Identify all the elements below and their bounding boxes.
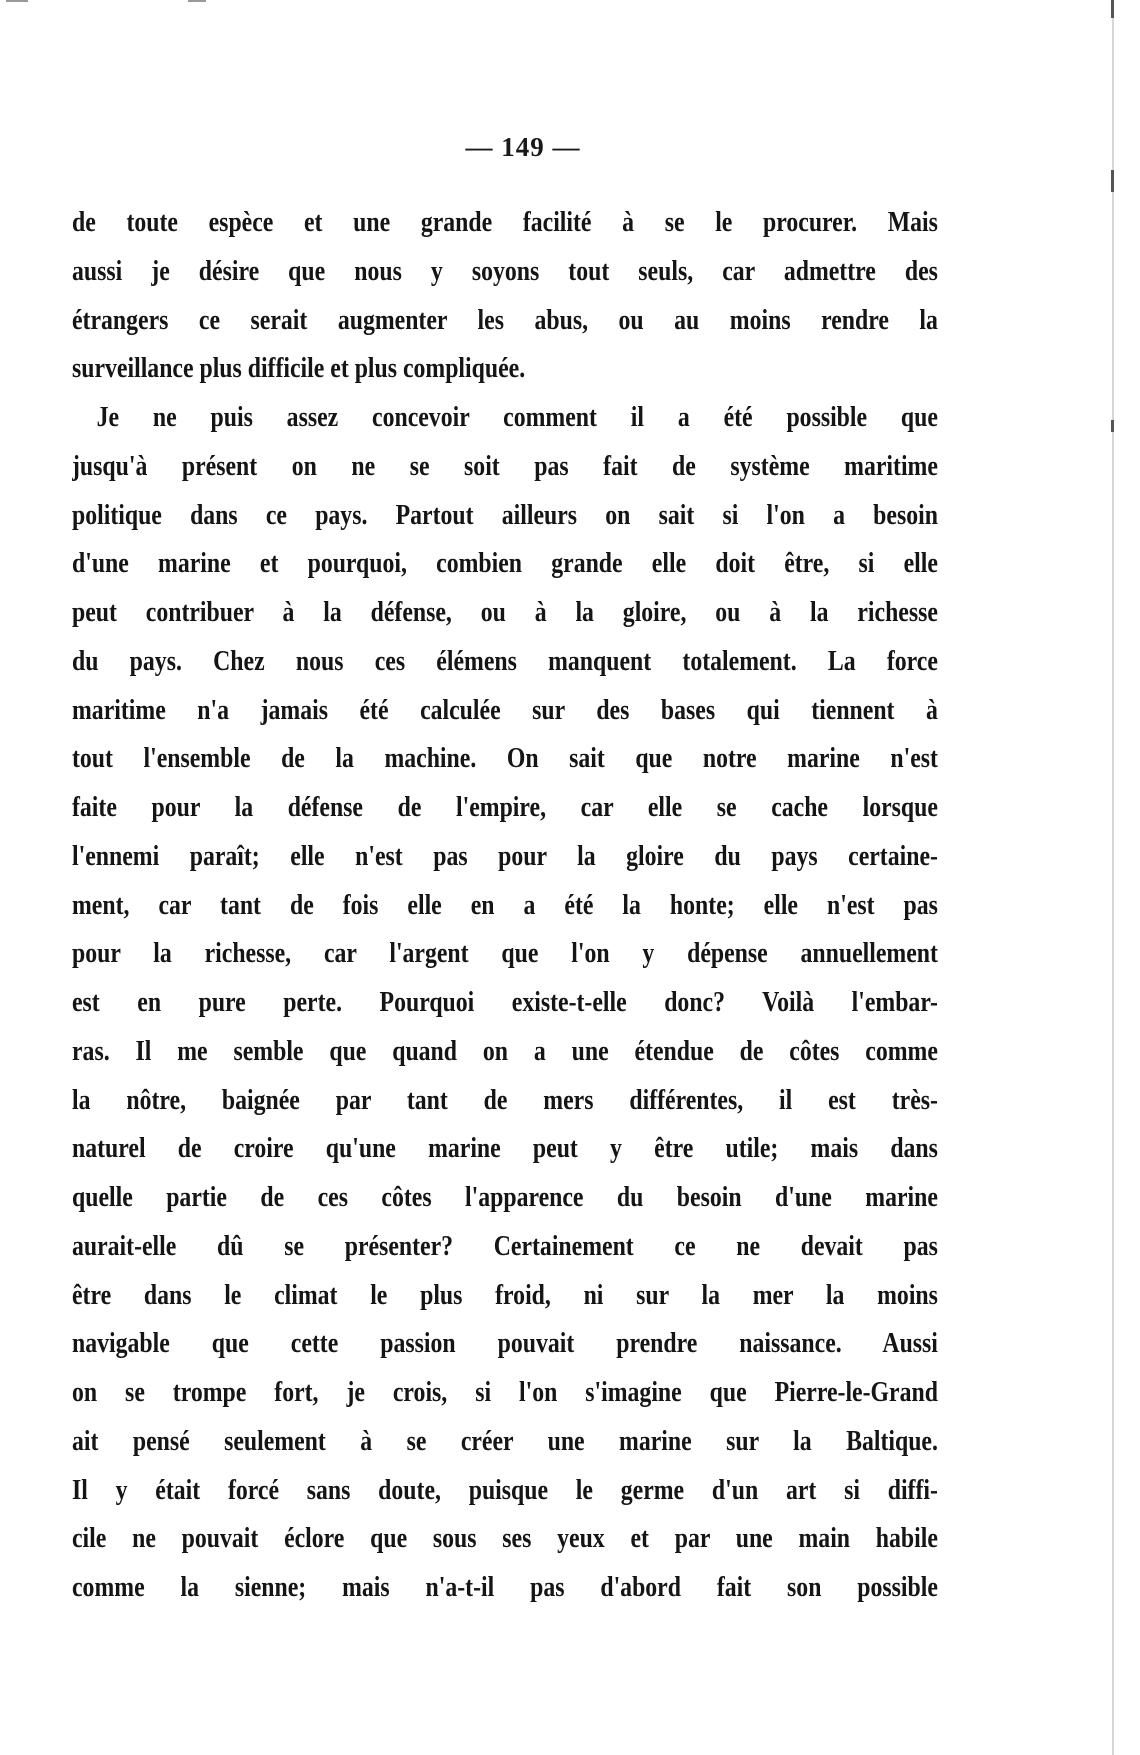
text-line: tout l'ensemble de la machine. On sait que notre marine n'est [72,742,938,775]
text-line: étrangers ce serait augmenter les abus, ou au moins rendre la [72,303,938,336]
text-line: la nôtre, baignée par tant de mers différentes, il est très- [72,1083,938,1116]
text-line: du pays. Chez nous ces élémens manquent totalement. La force [72,644,938,677]
text-line: ment, car tant de fois elle en a été la honte; elle n'est pas [72,888,938,921]
text-line: faite pour la défense de l'empire, car elle se cache lorsque [72,791,938,823]
scan-artifact-mark [6,0,28,2]
text-line: être dans le climat le plus froid, ni sur la mer la moins [72,1278,938,1311]
text-line: Il y était forcé sans doute, puisque le germe d'un art si diffi- [72,1473,938,1506]
text-line: ras. Il me semble que quand on a une étendue de côtes comme [72,1034,938,1067]
body-text [72,198,938,1612]
text-line: comme la sienne; mais n'a-t-il pas d'abord fait son possible [72,1571,938,1603]
page-edge-mark [1111,170,1114,192]
page-edge-line [1112,0,1114,1755]
text-line: aurait-elle dû se présenter? Certainement ce ne devait pas [72,1229,938,1262]
text-line: quelle partie de ces côtes l'apparence du besoin d'une marine [72,1181,938,1213]
text-line: jusqu'à présent on ne se soit pas fait de système maritime [72,449,938,482]
page-number: — 149 — [465,132,581,162]
page-edge-mark [1111,420,1114,432]
text-line: cile ne pouvait éclore que sous ses yeux et par une main habile [72,1522,938,1555]
scan-artifact-mark [188,0,206,2]
text-line: est en pure perte. Pourquoi existe-t-elle donc? Voilà l'embar- [72,986,938,1018]
text-line: l'ennemi paraît; elle n'est pas pour la gloire du pays certaine- [72,839,938,872]
text-line: naturel de croire qu'une marine peut y être utile; mais dans [72,1132,938,1165]
text-line: pour la richesse, car l'argent que l'on y dépense annuellement [72,937,938,970]
text-line: aussi je désire que nous y soyons tout seuls, car admettre des [72,254,938,287]
page-edge-mark [1111,0,1114,18]
text-line: navigable que cette passion pouvait prendre naissance. Aussi [72,1327,938,1360]
text-line: politique dans ce pays. Partout ailleurs on sait si l'on a besoin [72,498,938,531]
text-line: surveillance plus difficile et plus compliquée. [72,352,526,385]
text-line: ait pensé seulement à se créer une marine sur la Baltique. [72,1424,938,1457]
text-line: de toute espèce et une grande facilité à se le procurer. Mais [72,206,938,238]
text-line: Je ne puis assez concevoir comment il a été possible que [96,401,938,433]
text-line: maritime n'a jamais été calculée sur des bases qui tiennent à [72,693,938,726]
text-line: d'une marine et pourquoi, combien grande elle doit être, si elle [72,547,938,580]
text-line: on se trompe fort, je crois, si l'on s'imagine que Pierre-le-Grand [72,1376,938,1408]
text-line: peut contribuer à la défense, ou à la gloire, ou à la richesse [72,596,938,628]
